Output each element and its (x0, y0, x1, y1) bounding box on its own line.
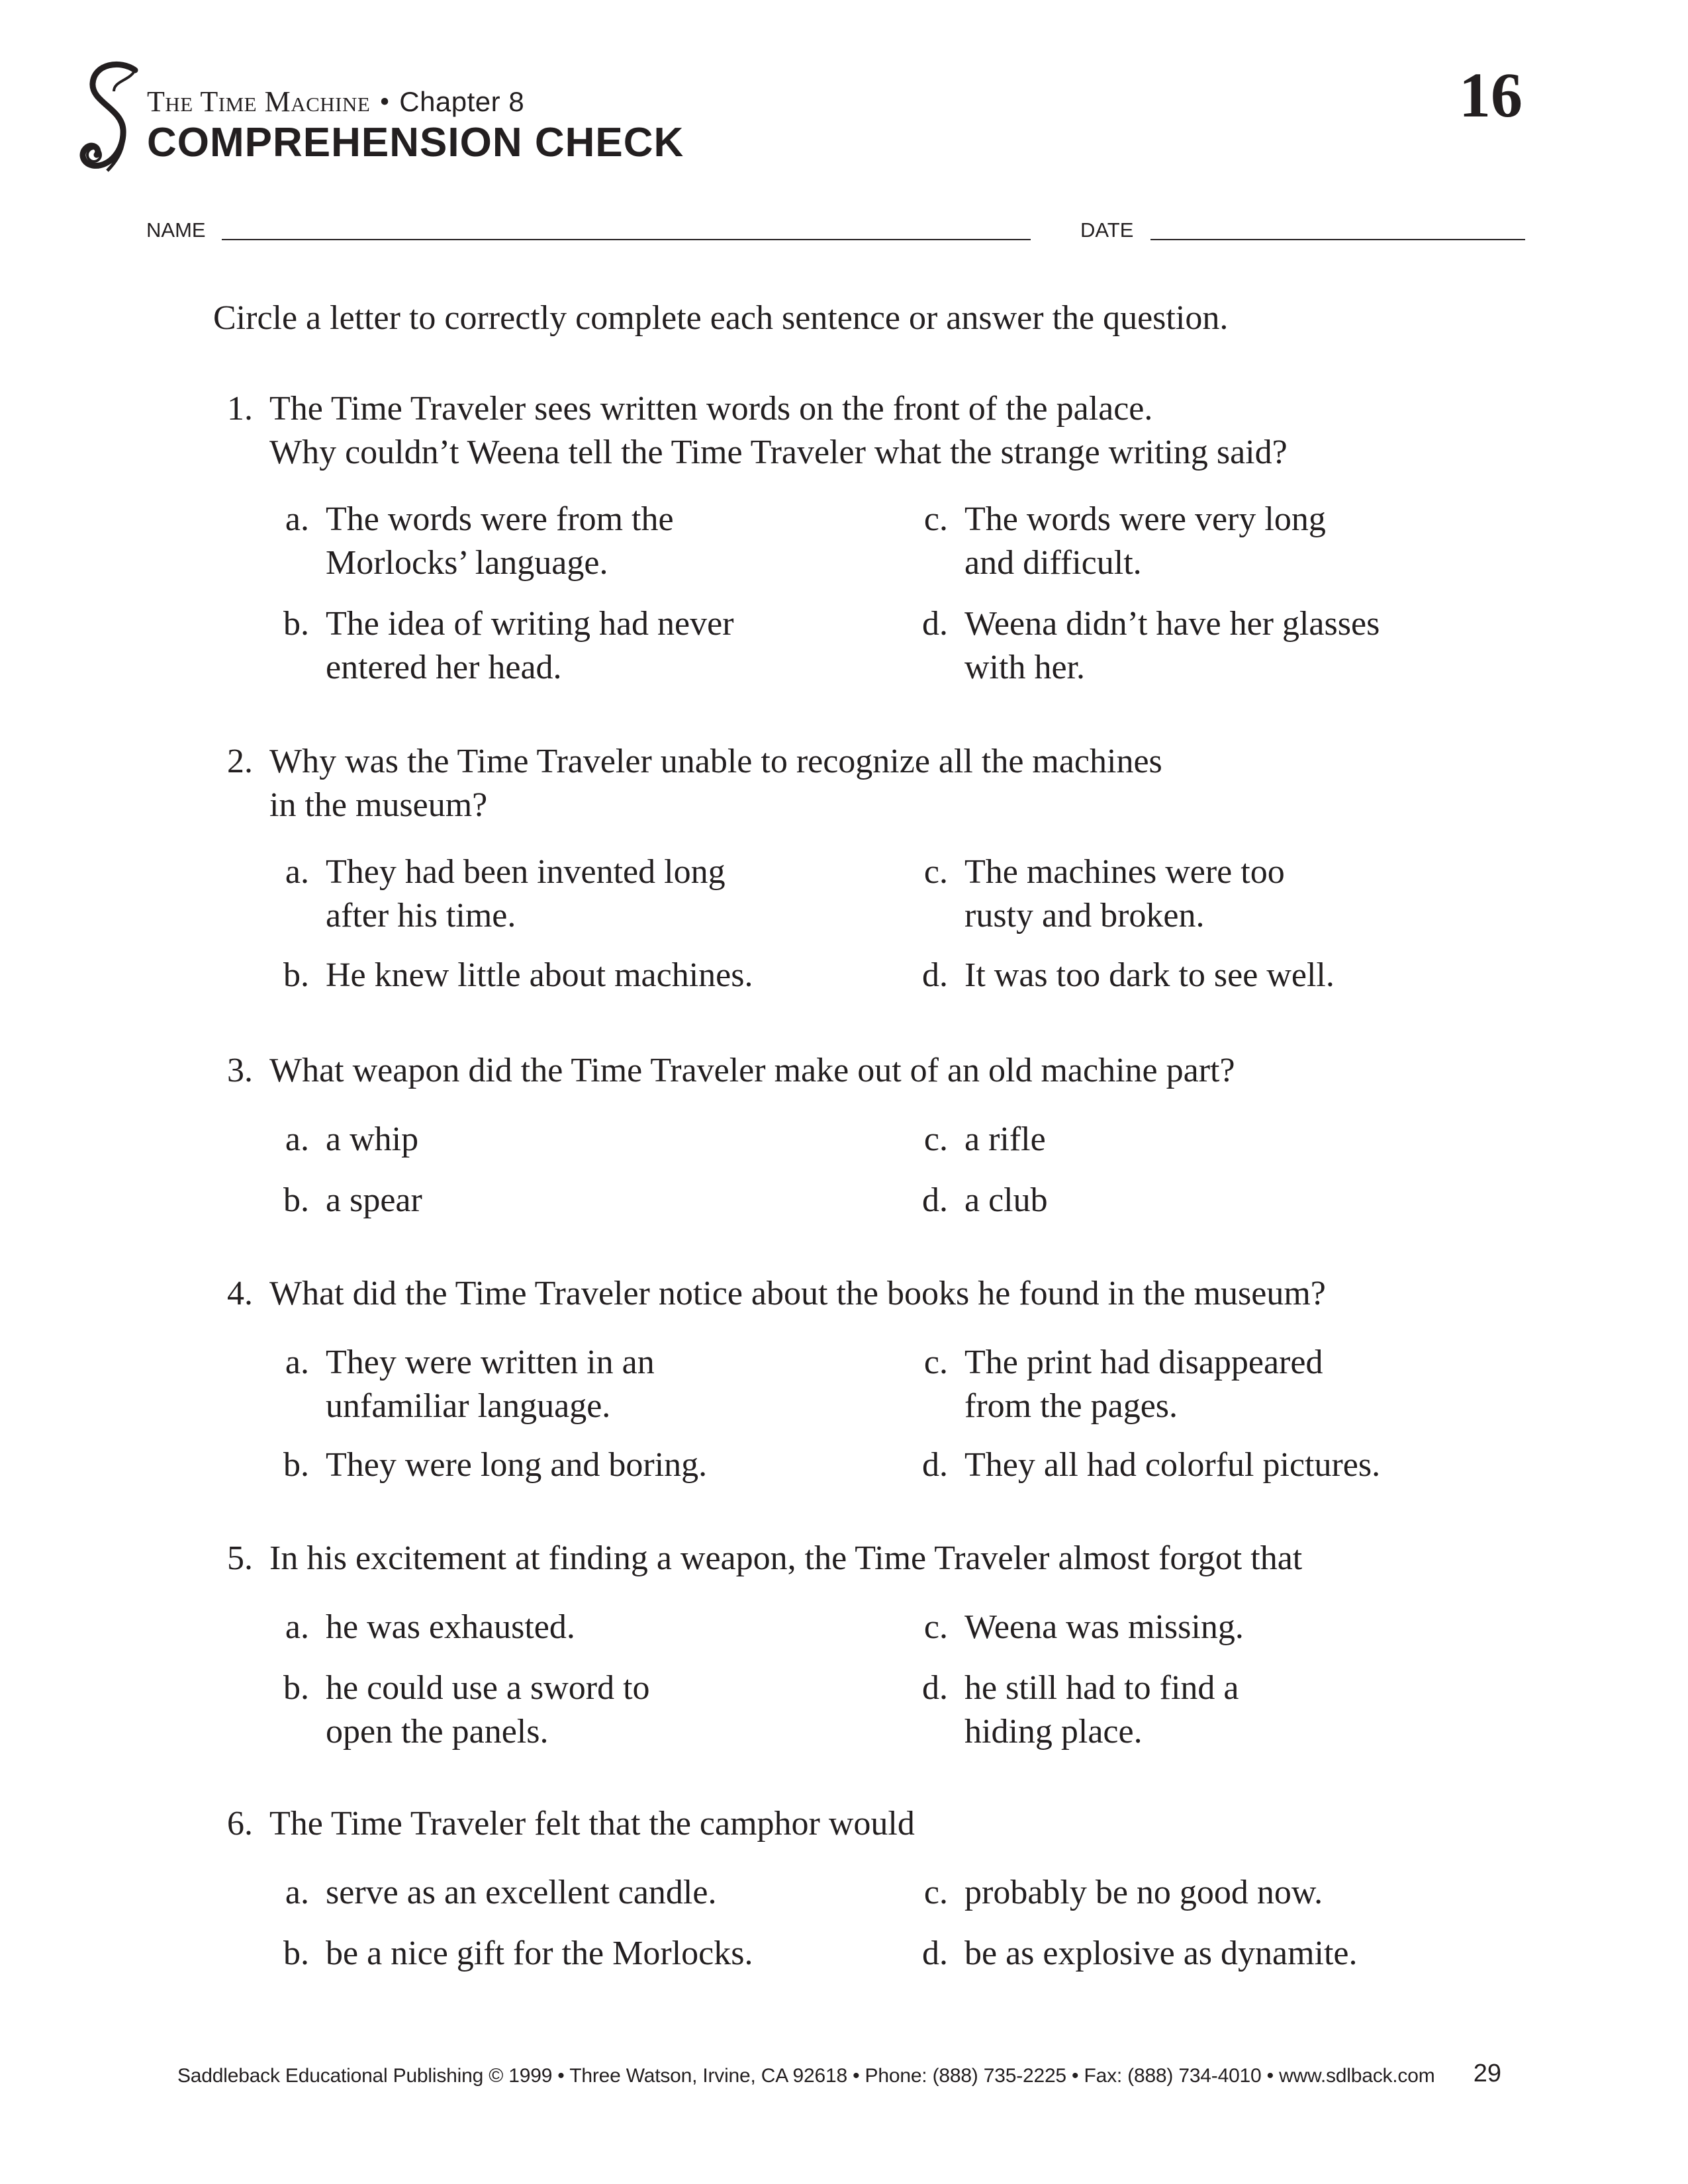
choice-text: he could use a sword to open the panels. (326, 1669, 650, 1751)
choice-text: he still had to find a hiding place. (964, 1669, 1239, 1751)
question-text (269, 1272, 1326, 1316)
date-label: DATE (1080, 218, 1134, 242)
choice-text: a rifle (964, 1120, 1046, 1158)
choice-text: The idea of writing had never entered her head. (326, 605, 734, 686)
question-line: Why was the Time Traveler unable to recognize all the machines (269, 743, 1162, 780)
choice-letter[interactable]: c. (923, 1120, 948, 1158)
choice-text: They had been invented long after his time. (326, 853, 726, 934)
question-text (269, 1537, 1302, 1580)
instructions: Circle a letter to correctly complete each sentence or answer the question. (213, 299, 1229, 337)
choice-text: probably be no good now. (964, 1874, 1323, 1911)
question-number: 2. (227, 743, 253, 780)
date-field[interactable] (1150, 239, 1525, 240)
choice-letter[interactable]: d. (922, 1446, 948, 1484)
choice-letter[interactable]: b. (283, 1669, 309, 1707)
choice-text: He knew little about machines. (326, 956, 753, 994)
name-field[interactable] (222, 239, 1031, 240)
question-number: 3. (227, 1052, 253, 1089)
sheet-title: COMPREHENSION CHECK (147, 120, 684, 165)
question-line: What weapon did the Time Traveler make out of an old machine part? (269, 1052, 1235, 1089)
choice-letter[interactable]: d. (922, 1669, 948, 1707)
choice-letter[interactable]: a. (285, 1120, 309, 1158)
separator: • (379, 85, 391, 118)
choice-letter[interactable]: a. (285, 1608, 309, 1646)
choice-text: a whip (326, 1120, 419, 1158)
choice-letter[interactable]: d. (922, 1181, 948, 1219)
question-text (269, 1802, 915, 1846)
choice-text: They were long and boring. (326, 1446, 708, 1484)
question-number: 1. (227, 390, 253, 428)
choice-text: be a nice gift for the Morlocks. (326, 1934, 753, 1972)
question-number: 5. (227, 1539, 253, 1577)
series-line (147, 85, 524, 118)
question-6 (213, 1802, 1524, 2001)
choice-text: Weena was missing. (964, 1608, 1244, 1646)
book-title: The Time Machine (147, 85, 371, 118)
choice-letter[interactable]: c. (923, 500, 948, 538)
choice-text: serve as an excellent candle. (326, 1874, 717, 1911)
choice-text: The words were from the Morlocks’ language. (326, 500, 674, 582)
choice-letter[interactable]: d. (922, 956, 948, 994)
choice-letter[interactable]: c. (923, 853, 948, 891)
choice-letter[interactable]: b. (283, 1181, 309, 1219)
question-number: 4. (227, 1275, 253, 1312)
choice-text: a club (964, 1181, 1048, 1219)
choice-text: The print had disappeared from the pages. (964, 1343, 1323, 1425)
question-3 (213, 1049, 1524, 1248)
question-line: The Time Traveler sees written words on the front of the palace. (269, 390, 1153, 428)
choice-text: The words were very long and difficult. (964, 500, 1326, 582)
choice-letter[interactable]: a. (285, 1343, 309, 1381)
question-1 (213, 387, 1524, 705)
choice-text: a spear (326, 1181, 422, 1219)
choice-letter[interactable]: d. (922, 1934, 948, 1972)
question-2 (213, 740, 1524, 1024)
choice-letter[interactable]: b. (283, 1934, 309, 1972)
choice-letter[interactable]: a. (285, 853, 309, 891)
sheet-number: 16 (1459, 60, 1523, 130)
question-line: What did the Time Traveler notice about the books he found in the museum? (269, 1275, 1326, 1312)
choice-letter[interactable]: a. (285, 1874, 309, 1911)
name-label: NAME (146, 218, 206, 242)
question-line: In his excitement at finding a weapon, the Time Traveler almost forgot that (269, 1539, 1303, 1577)
choice-letter[interactable]: a. (285, 500, 309, 538)
question-4 (213, 1272, 1524, 1510)
choice-letter[interactable]: c. (923, 1608, 948, 1646)
choice-text: Weena didn’t have her glasses with her. (964, 605, 1380, 686)
choice-text: They all had colorful pictures. (964, 1446, 1381, 1484)
choice-text: he was exhausted. (326, 1608, 575, 1646)
question-line: The Time Traveler felt that the camphor would (269, 1805, 915, 1843)
choice-letter[interactable]: b. (283, 605, 309, 643)
saddleback-s-logo (74, 61, 147, 180)
choice-letter[interactable]: b. (283, 1446, 309, 1484)
choice-text: They were written in an unfamiliar language. (326, 1343, 655, 1425)
question-number: 6. (227, 1805, 253, 1843)
choice-text: be as explosive as dynamite. (964, 1934, 1358, 1972)
question-text (269, 740, 1162, 827)
question-text (269, 387, 1288, 475)
choice-text: It was too dark to see well. (964, 956, 1335, 994)
question-5 (213, 1537, 1524, 1775)
question-text (269, 1049, 1235, 1093)
chapter-label: Chapter 8 (399, 86, 525, 117)
choice-letter[interactable]: c. (923, 1343, 948, 1381)
question-line: Why couldn’t Weena tell the Time Traveler what the strange writing said? (269, 433, 1288, 471)
publisher-footer: Saddleback Educational Publishing © 1999 • Three Watson, Irvine, CA 92618 • Phone: (888) 735-2225 • Fax: (888) 734-4010 • www.sdlback.com (177, 2065, 1435, 2087)
choice-letter[interactable]: b. (283, 956, 309, 994)
page-number: 29 (1473, 2060, 1501, 2087)
choice-letter[interactable]: d. (922, 605, 948, 643)
choice-letter[interactable]: c. (923, 1874, 948, 1911)
question-line: in the museum? (269, 786, 488, 824)
choice-text: The machines were too rusty and broken. (964, 853, 1285, 934)
